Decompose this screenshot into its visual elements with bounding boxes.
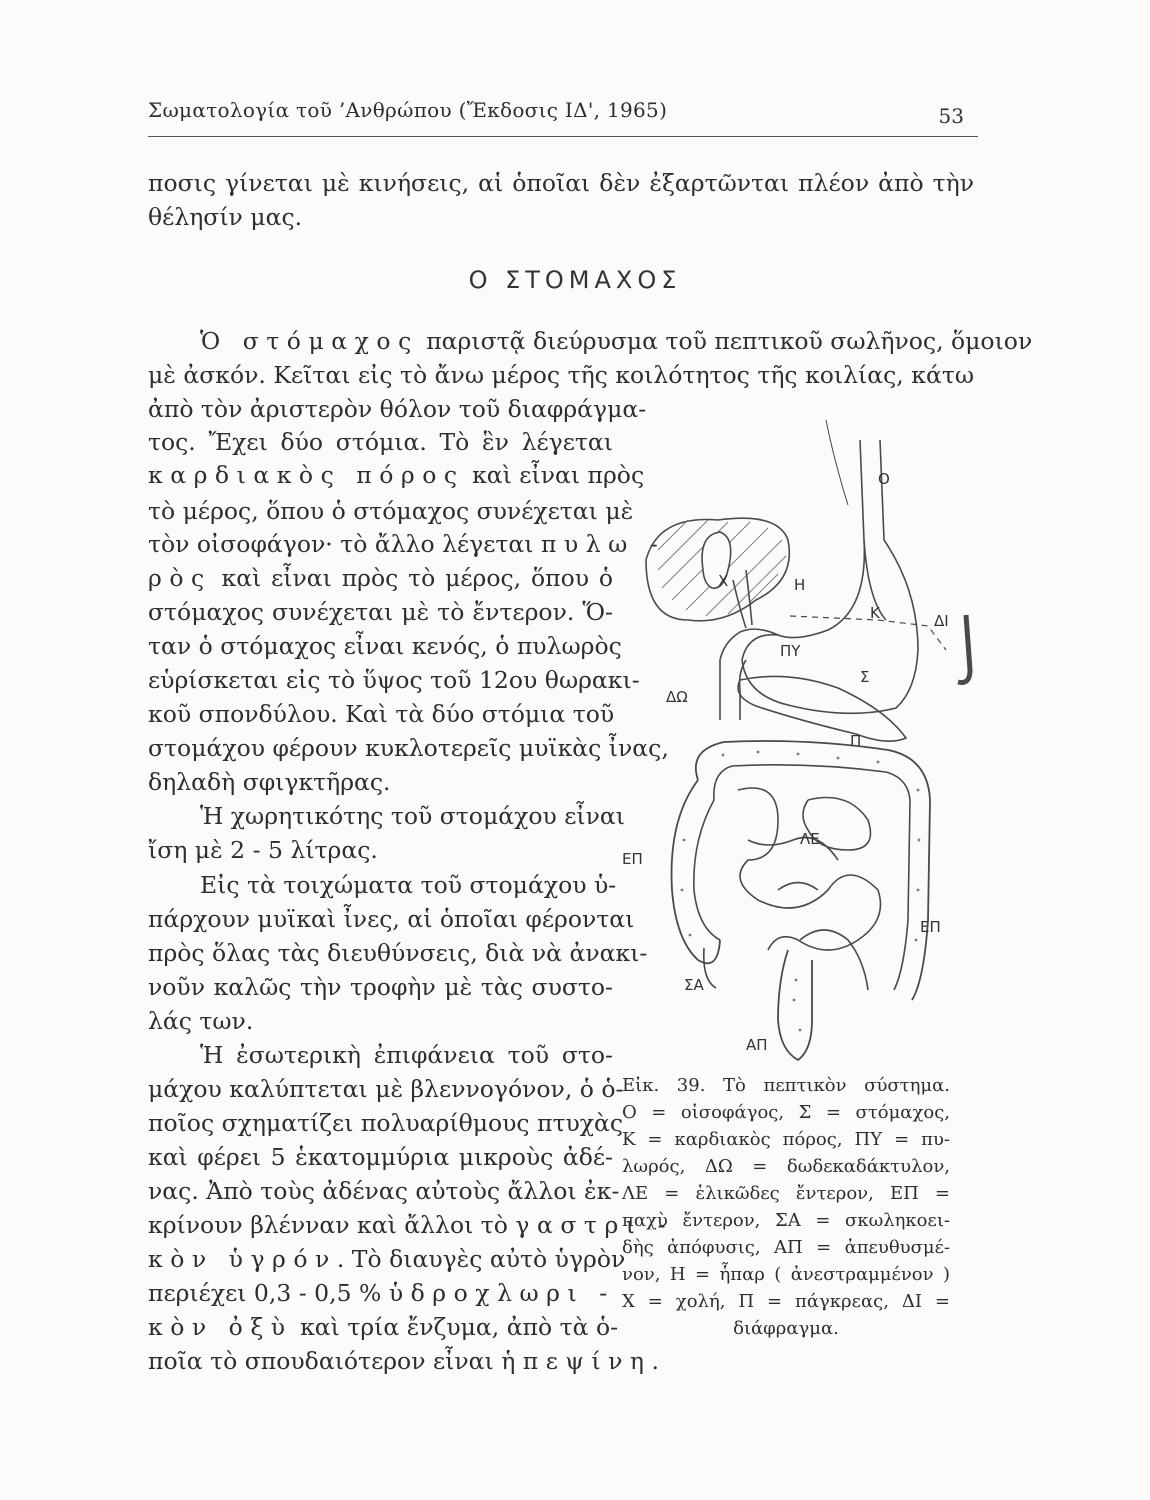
text-line: μάχου καλύπτεται μὲ βλεννογόνον, ὁ ὁ-: [148, 1075, 624, 1103]
text-line: πρὸς ὅλας τὰς διευθύνσεις, διὰ νὰ ἀνακι-: [148, 939, 648, 967]
text-line: [200, 327, 1033, 355]
colon-texture: [681, 751, 921, 1032]
spaced-term: κὸν ὑγρόν: [148, 1245, 337, 1273]
esophagus-outline: [860, 440, 886, 620]
label-H: Η: [794, 576, 806, 594]
label-AP: ΑΠ: [746, 1036, 768, 1054]
text-line: καὶ φέρει 5 ἑκατομμύρια μικροὺς ἀδέ-: [148, 1143, 613, 1171]
section-title: Ο ΣΤΟΜΑΧΟΣ: [468, 266, 682, 294]
label-S: Σ: [860, 668, 870, 686]
text-fragment: παριστᾷ διεύρυσμα τοῦ πεπτικοῦ σωλῆνος, ὅμοιον: [418, 327, 1033, 355]
figure-caption-title: Εἰκ. 39. Τὸ πεπτικὸν σύστημα.: [622, 1075, 950, 1096]
text-fragment: ποῖα τὸ σπουδαιότερον εἶναι ἡ: [148, 1347, 523, 1375]
caption-line: λωρός, ΔΩ = δωδεκαδάκτυλον,: [622, 1156, 950, 1177]
text-line: [148, 530, 666, 558]
small-intestine-loop: [778, 883, 818, 891]
digestive-system-figure: [622, 420, 988, 1070]
text-line: Εἰς τὰ τοιχώματα τοῦ στομάχου ὑ-: [200, 871, 617, 899]
label-O: Ο: [878, 470, 890, 488]
small-intestine-loop: [738, 788, 881, 950]
duodenum-outline: [740, 660, 746, 720]
caption-line: δὴς ἀπόφυσις, ΑΠ = ἀπευθυσμέ-: [622, 1237, 950, 1258]
text-line: [148, 1313, 619, 1341]
text-line: ταν ὁ στόμαχος εἶναι κενός, ὁ πυλωρὸς: [148, 632, 622, 660]
text-line: τος. Ἔχει δύο στόμια. Τὸ ἓν λέγεται: [148, 428, 613, 456]
spaced-term: πυλω -: [540, 530, 666, 558]
text-line: νας. Ἀπὸ τοὺς ἀδένας αὐτοὺς ἄλλοι ἐκ-: [148, 1177, 620, 1205]
text-line: κοῦ σπονδύλου. Καὶ τὰ δύο στόμια τοῦ: [148, 700, 615, 728]
text-line: [148, 1211, 673, 1239]
label-DI: ΔΙ: [934, 612, 949, 630]
text-line: ποσις γίνεται μὲ κινήσεις, αἱ ὁποῖαι δὲν ἐξαρτῶνται πλέον ἀπὸ τὴν: [148, 169, 974, 197]
esophagus-outline: [880, 440, 884, 540]
text-line: [148, 564, 613, 592]
text-line: δηλαδὴ σφιγκτῆρας.: [148, 768, 391, 796]
spaced-term: Ὁ στόμαχος: [200, 327, 419, 355]
running-header: [148, 96, 978, 137]
ascending-colon-inner: [694, 800, 720, 940]
text-fragment: τὸν οἰσοφάγον· τὸ ἄλλο λέγεται: [148, 530, 541, 558]
text-line: θέλησίν μας.: [148, 203, 303, 231]
spaced-term: ρὸς: [148, 564, 212, 592]
label-X: Χ: [718, 572, 729, 590]
diaphragm-marker: [958, 615, 970, 683]
rectum-outline: [778, 950, 812, 1060]
text-line: [148, 461, 645, 489]
text-line: [148, 1347, 659, 1375]
label-K: Κ: [870, 604, 880, 622]
caption-line: νον, Η = ἧπαρ ( ἀνεστραμμένον ): [622, 1264, 950, 1285]
spaced-term: καρδιακὸς πόρος: [148, 461, 465, 489]
caption-line: διάφραγμα.: [733, 1318, 839, 1339]
label-EP-right: ΕΠ: [920, 918, 941, 936]
diaphragm-dashed-line: [790, 616, 946, 650]
caption-line: παχὺ ἔντερον, ΣΑ = σκωληκοει-: [622, 1210, 950, 1231]
text-line: Ἡ χωρητικότης τοῦ στομάχου εἶναι: [200, 802, 625, 830]
label-PY: ΠΥ: [780, 642, 801, 660]
text-line: στομάχου φέρουν κυκλοτερεῖς μυϊκὰς ἶνας,: [148, 734, 669, 762]
text-fragment: καὶ τρία ἔνζυμα, ἀπὸ τὰ ὁ-: [292, 1313, 619, 1341]
text-fragment: περιέχει 0,3 - 0,5 %: [148, 1279, 389, 1307]
caption-line: Ο = οἰσοφάγος, Σ = στόμαχος,: [622, 1102, 950, 1123]
pancreas-shape: [738, 676, 906, 741]
text-line: νοῦν καλῶς τὴν τροφὴν μὲ τὰς συστο-: [148, 973, 613, 1001]
label-P: Π: [850, 732, 862, 750]
appendix: [704, 948, 716, 988]
caption-line: Χ = χολή, Π = πάγκρεας, ΔΙ =: [622, 1291, 950, 1312]
text-line: ποῖος σχηματίζει πολυαρίθμους πτυχὰς: [148, 1109, 624, 1137]
spaced-term: κὸν ὀξὺ: [148, 1313, 293, 1341]
caption-line: ΛΕ = ἑλικῶδες ἔντερον, ΕΠ =: [622, 1183, 950, 1204]
label-DO: ΔΩ: [666, 688, 688, 706]
transverse-colon: [696, 741, 930, 1000]
text-fragment: καὶ εἶναι πρὸς τὸ μέρος, ὅπου ὁ: [211, 564, 613, 592]
book-title: Σωματολογία τοῦ ’Ανθρώπου (Ἔκδοσις ΙΔ', 1965): [148, 98, 668, 122]
label-LE: ΛΕ: [800, 830, 820, 848]
duodenum-outline: [720, 629, 778, 720]
text-line: ἴση μὲ 2 - 5 λίτρας.: [148, 836, 378, 864]
label-EP-left: ΕΠ: [622, 850, 643, 868]
spaced-term: ὑδροχλωρι -: [388, 1279, 615, 1307]
text-line: τὸ μέρος, ὅπου ὁ στόμαχος συνέχεται μὲ: [148, 497, 634, 525]
text-fragment: καὶ εἶναι πρὸς: [464, 461, 645, 489]
text-line: πάρχουν μυϊκαὶ ἶνες, αἱ ὁποῖαι φέρονται: [148, 905, 635, 933]
caption-line: Κ = καρδιακὸς πόρος, ΠΥ = πυ-: [622, 1129, 950, 1150]
text-fragment: . Τὸ διαυγὲς αὐτὸ ὑγρὸν: [336, 1245, 626, 1273]
text-line: στόμαχος συνέχεται μὲ τὸ ἔντερον. Ὅ-: [148, 598, 613, 626]
text-fragment: κρίνουν βλένναν καὶ ἄλλοι τὸ: [148, 1211, 516, 1239]
text-line: ἀπὸ τὸν ἀριστερὸν θόλον τοῦ διαφράγμα-: [148, 395, 647, 423]
text-line: εὑρίσκεται εἰς τὸ ὕψος τοῦ 12ου θωρακι-: [148, 666, 640, 694]
text-line: [148, 1279, 615, 1307]
text-fragment: .: [651, 1347, 659, 1375]
spaced-term: γαστρι -: [515, 1211, 673, 1239]
spaced-term: πεψίνη: [522, 1347, 652, 1375]
text-line: μὲ ἀσκόν. Κεῖται εἰς τὸ ἄνω μέρος τῆς κοιλότητος τῆς κοιλίας, κάτω: [148, 361, 974, 389]
text-line: λάς των.: [148, 1007, 254, 1035]
text-line: [148, 1245, 626, 1273]
stomach-outline: [742, 540, 918, 713]
text-line: Ἡ ἐσωτερικὴ ἐπιφάνεια τοῦ στο-: [200, 1041, 613, 1069]
label-SA: ΣΑ: [684, 976, 704, 994]
page-number: 53: [938, 104, 964, 128]
sigmoid-colon: [800, 930, 868, 990]
diaphragm-line: [826, 420, 848, 505]
